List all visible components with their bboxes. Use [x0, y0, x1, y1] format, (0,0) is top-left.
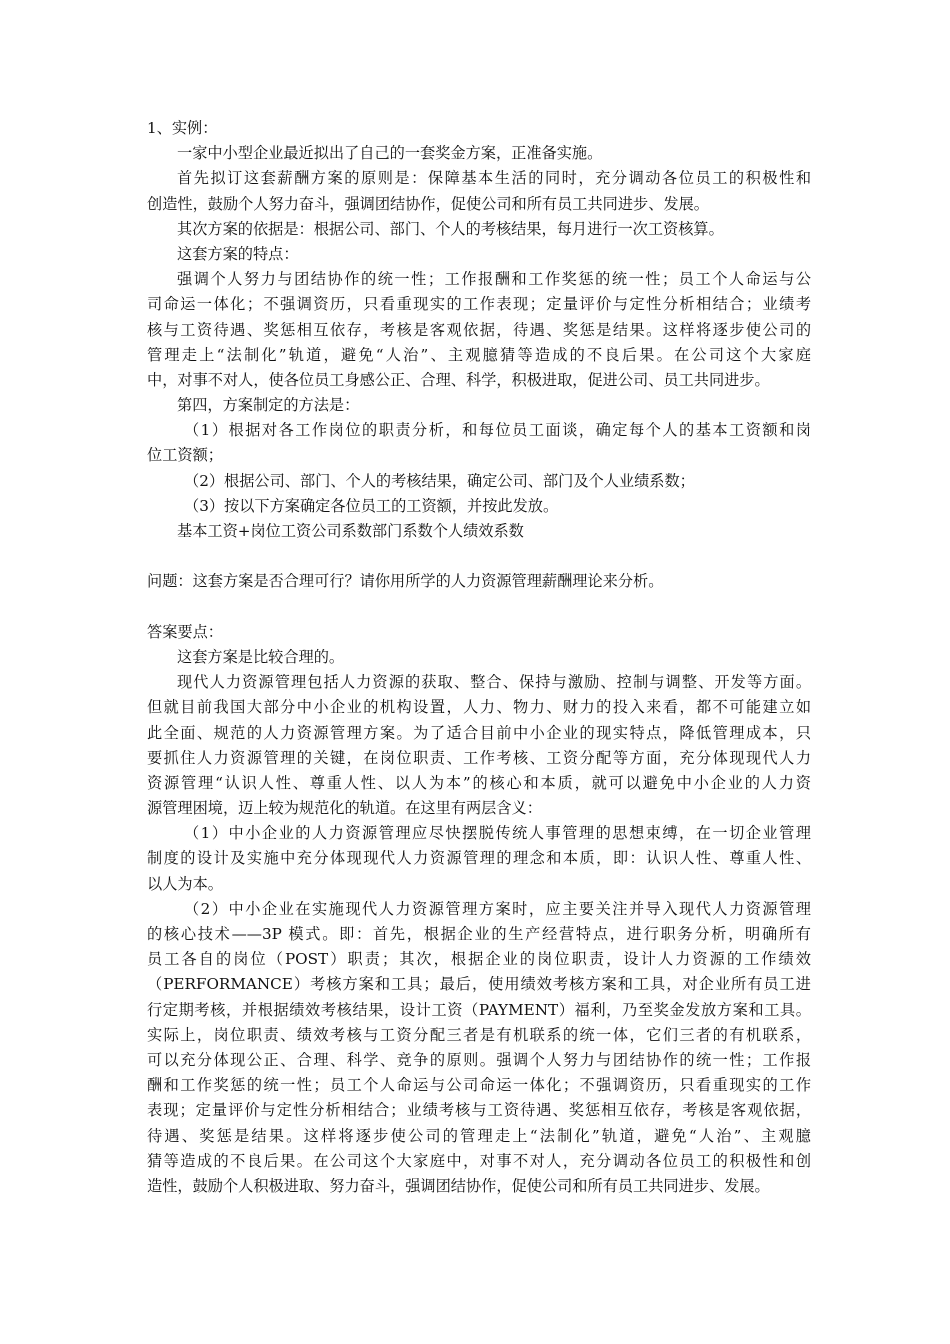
case-method-item: 位工资额； — [147, 446, 223, 465]
answer-line: 的核心技术——3P 模式。即：首先，根据企业的生产经营特点，进行职务分析，明确所有 — [147, 925, 811, 943]
answer-line: 资源管理“认识人性、尊重人性、以人为本”的核心和本质，就可以避免中小企业的人力资 — [147, 773, 811, 792]
answer-line: （PERFORMANCE）考核方案和工具；最后，使用绩效考核方案和工具，对企业所有员工进 — [147, 975, 811, 994]
answer-line: 制度的设计及实施中充分体现现代人力资源管理的理念和本质，即：认识人性、尊重人性、 — [147, 849, 811, 868]
case-method-item: （3）按以下方案确定各位员工的工资额，并按此发放。 — [184, 496, 559, 515]
answer-line: 造性，鼓励个人积极进取、努力奋斗，强调团结协作，促使公司和所有员工共同进步、发展。 — [147, 1176, 770, 1195]
answer-line: 待遇、奖惩是结果。这样将逐步使公司的管理走上“法制化”轨道，避免“人治”、主观臆 — [147, 1126, 811, 1145]
answer-line: 此全面、规范的人力资源管理方案。为了适合目前中小企业的现实特点，降低管理成本，只 — [147, 723, 811, 742]
case-features-heading: 这套方案的特点： — [177, 244, 299, 263]
case-principle-line: 首先拟订这套薪酬方案的原则是：保障基本生活的同时，充分调动各位员工的积极性和 — [177, 169, 811, 188]
section-heading: 1、实例： — [147, 119, 218, 137]
answer-line: 以人为本。 — [147, 874, 223, 893]
spacer — [147, 595, 811, 620]
answer-line: 行定期考核，并根据绩效考核结果，设计工资（PAYMENT）福利，乃至奖金发放方案和工具。 — [147, 1000, 811, 1019]
answer-line: 猜等造成的不良后果。在公司这个大家庭中，对事不对人，充分调动各位员工的积极性和创 — [147, 1151, 811, 1170]
answer-line: 实际上，岗位职责、绩效考核与工资分配三者是有机联系的统一体，它们三者的有机联系， — [147, 1025, 811, 1044]
answer-line: 可以充分体现公正、合理、科学、竞争的原则。强调个人努力与团结协作的统一性；工作报 — [147, 1050, 811, 1069]
document-page — [147, 116, 811, 1199]
spacer — [147, 544, 811, 569]
case-features-line: 核与工资待遇、奖惩相互依存，考核是客观依据，待遇、奖惩是结果。这样将逐步使公司的 — [147, 320, 811, 339]
case-features-line: 司命运一体化；不强调资历，只看重现实的工作表现；定量评价与定性分析相结合；业绩考 — [147, 295, 811, 314]
answer-line: 这套方案是比较合理的。 — [177, 647, 345, 666]
answer-line: 表现；定量评价与定性分析相结合；业绩考核与工资待遇、奖惩相互依存，考核是客观依据， — [147, 1101, 811, 1120]
case-method-item: （2）根据公司、部门、个人的考核结果，确定公司、部门及个人业绩系数； — [184, 471, 695, 490]
answer-line: 现代人力资源管理包括人力资源的获取、整合、保持与激励、控制与调整、开发等方面。 — [177, 673, 811, 692]
case-formula: 基本工资+岗位工资公司系数部门系数个人绩效系数 — [177, 522, 524, 540]
answer-line: 酬和工作奖惩的统一性；员工个人命运与公司命运一体化；不强调资历，只看重现实的工作 — [147, 1076, 811, 1095]
answer-line: 源管理困境，迈上较为规范化的轨道。在这里有两层含义： — [147, 799, 542, 818]
answer-heading: 答案要点： — [147, 622, 223, 641]
case-features-line: 强调个人努力与团结协作的统一性；工作报酬和工作奖惩的统一性；员工个人命运与公 — [177, 270, 811, 289]
answer-line: （1）中小企业的人力资源管理应尽快摆脱传统人事管理的思想束缚，在一切企业管理 — [184, 824, 811, 843]
answer-line: 员工各自的岗位（POST）职责；其次，根据企业的岗位职责，设计人力资源的工作绩效 — [147, 950, 811, 969]
case-features-line: 管理走上“法制化”轨道，避免“人治”、主观臆猜等造成的不良后果。在公司这个大家庭 — [147, 345, 811, 364]
case-basis-line: 其次方案的依据是：根据公司、部门、个人的考核结果，每月进行一次工资核算。 — [177, 219, 724, 238]
case-principle-line: 创造性，鼓励个人努力奋斗，强调团结协作，促使公司和所有员工共同进步、发展。 — [147, 194, 709, 213]
case-paragraph-intro: 一家中小型企业最近拟出了自己的一套奖金方案，正准备实施。 — [177, 144, 603, 163]
case-method-item: （1）根据对各工作岗位的职责分析，和每位员工面谈，确定每个人的基本工资额和岗 — [184, 421, 811, 440]
answer-line: （2）中小企业在实施现代人力资源管理方案时，应主要关注并导入现代人力资源管理 — [184, 899, 811, 918]
answer-line: 但就目前我国大部分中小企业的机构设置，人力、物力、财力的投入来看，都不可能建立如 — [147, 698, 811, 717]
question-text: 问题：这套方案是否合理可行？请你用所学的人力资源管理薪酬理论来分析。 — [147, 572, 664, 591]
answer-line: 要抓住人力资源管理的关键，在岗位职责、工作考核、工资分配等方面，充分体现现代人力 — [147, 748, 811, 767]
case-method-heading: 第四，方案制定的方法是： — [177, 396, 360, 415]
case-features-line: 中，对事不对人，使各位员工身感公正、合理、科学，积极进取，促进公司、员工共同进步。 — [147, 370, 770, 389]
